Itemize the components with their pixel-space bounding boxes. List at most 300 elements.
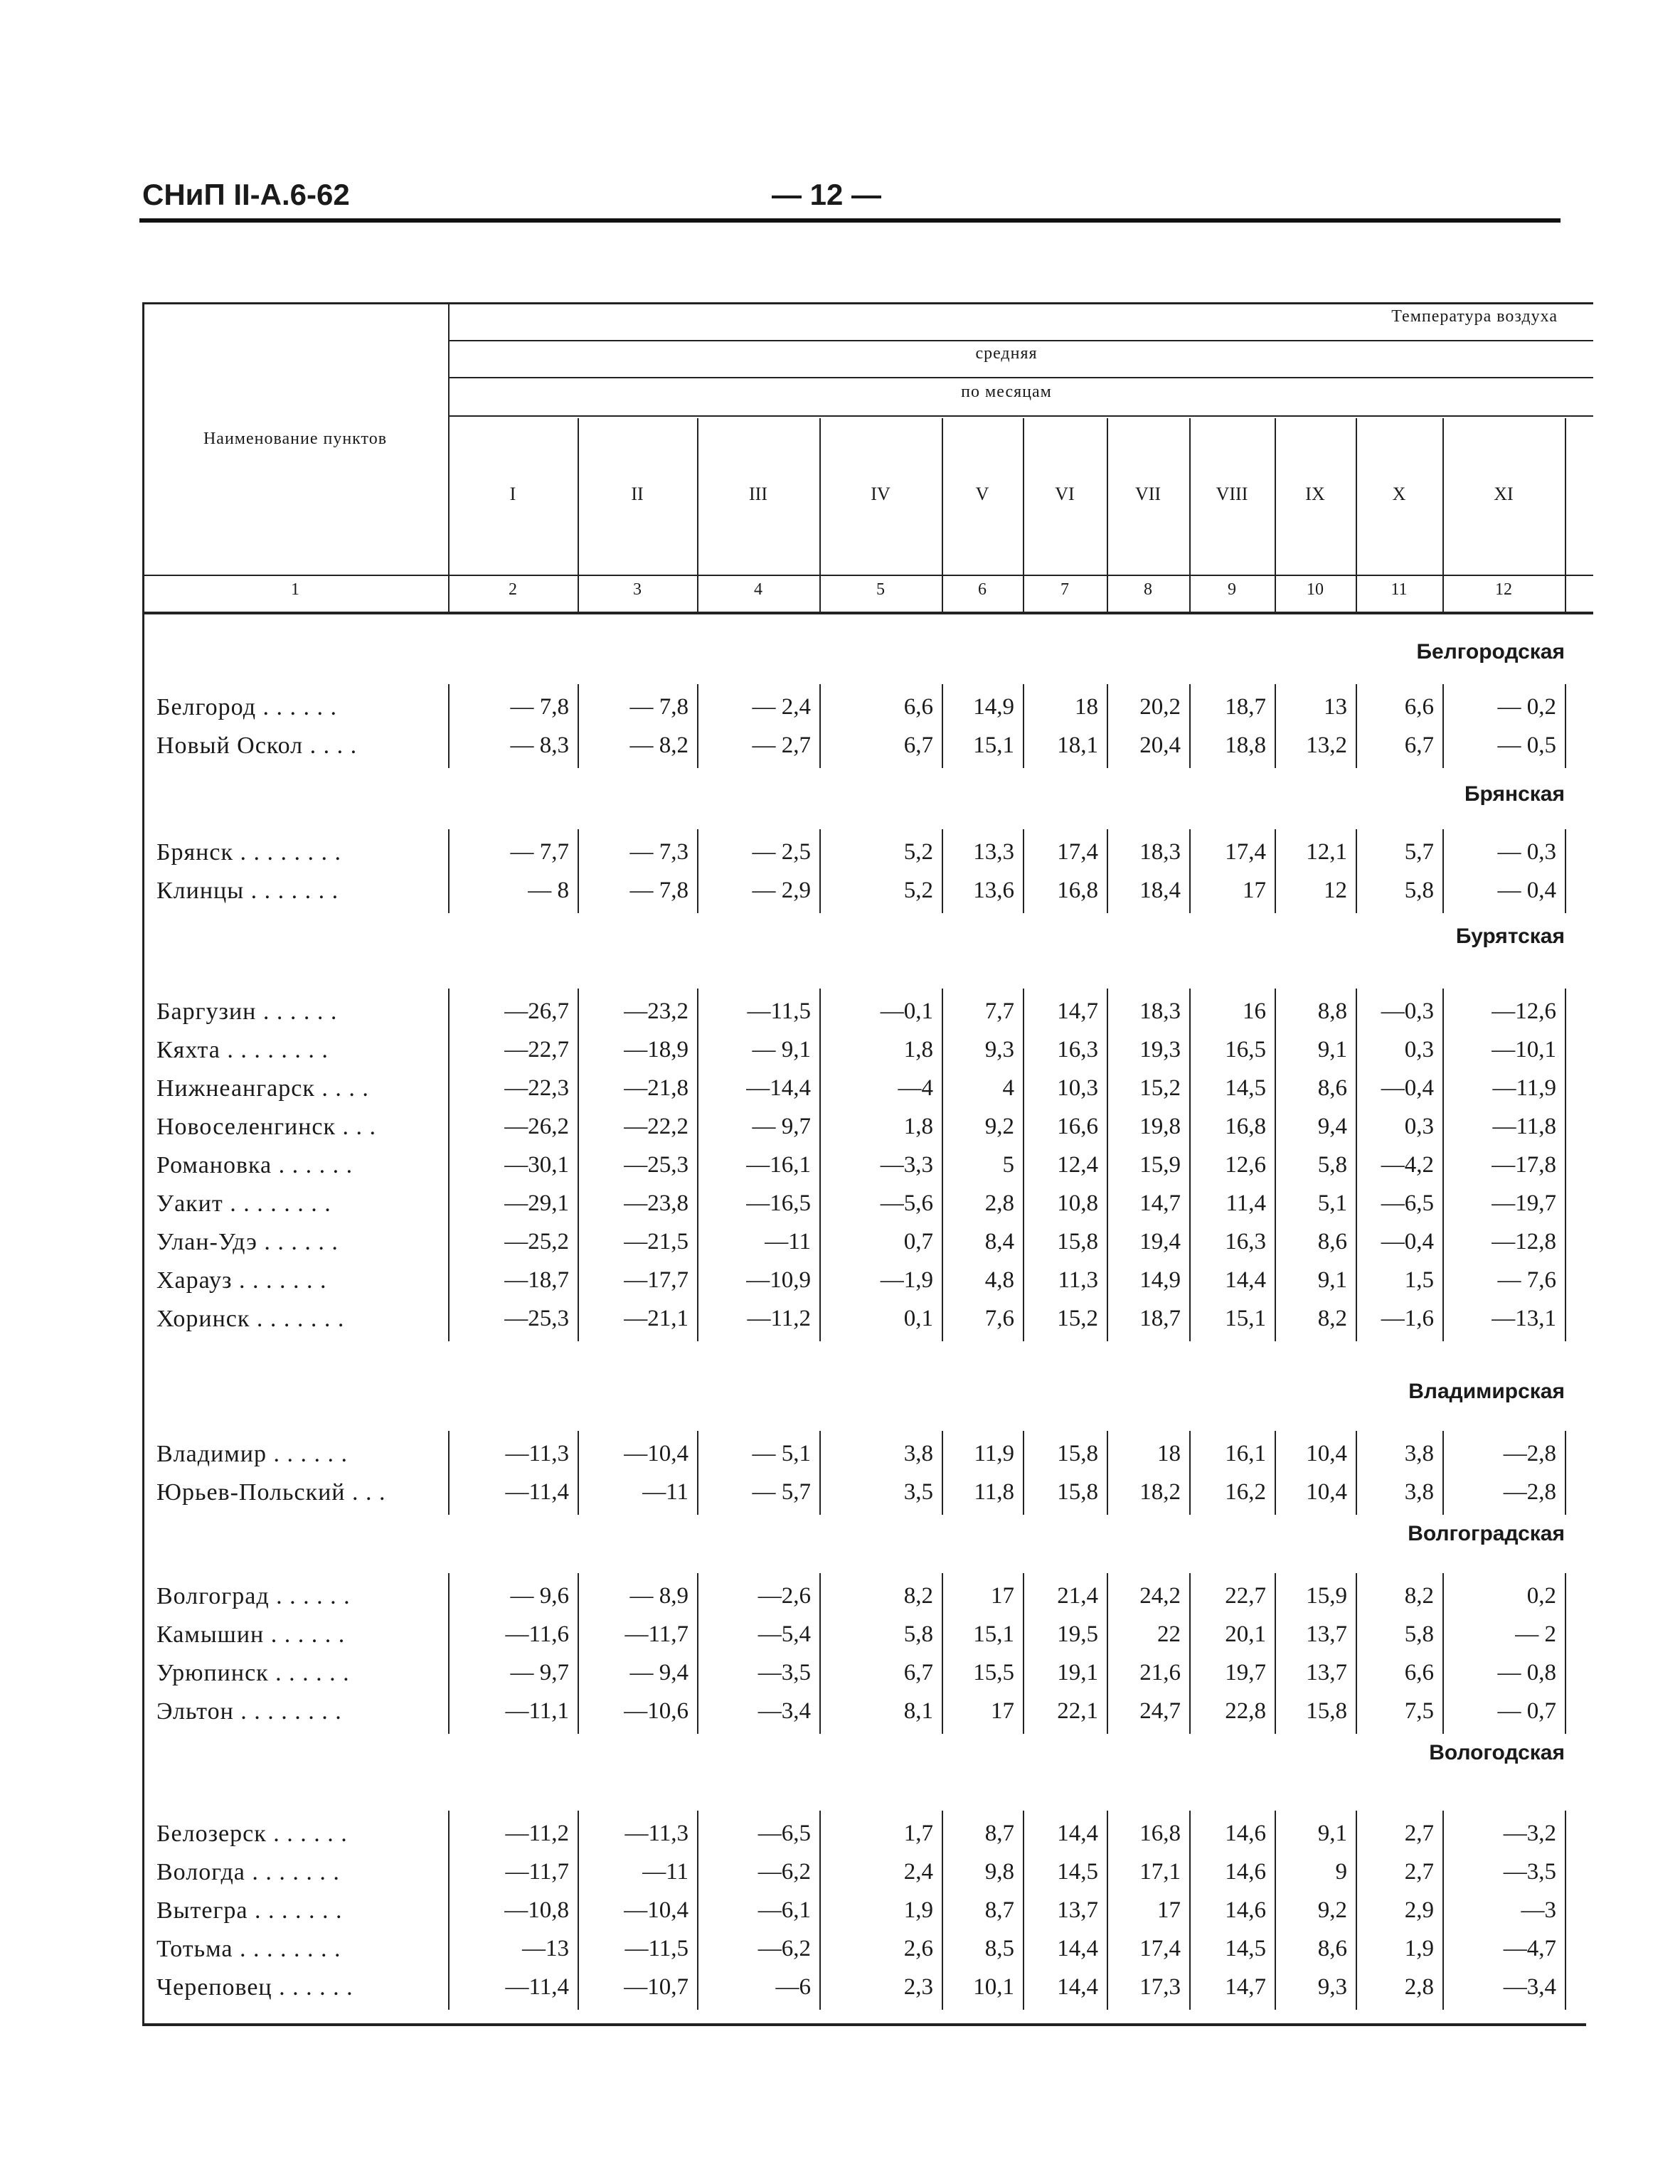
temperature-value: —13 [522,1936,569,1961]
temperature-value: 6,6 [1404,694,1434,720]
place-name: Череповец . . . . . . [156,1974,353,2001]
row-block-rule [1023,1431,1024,1515]
temperature-value: 12 [1324,878,1347,903]
temperature-value: —4,2 [1381,1152,1434,1178]
temperature-value: 1,8 [903,1037,933,1062]
place-name: Владимир . . . . . . [156,1441,348,1467]
temperature-value: —1,9 [880,1267,933,1293]
temperature-value: 16,8 [1057,878,1098,903]
temperature-value: 18 [1157,1441,1181,1466]
row-block-rule [1565,684,1566,768]
temperature-value: —23,2 [624,998,689,1024]
temperature-value: 18,1 [1057,733,1098,758]
temperature-value: 5,2 [903,878,933,903]
document-code: СНиП II-А.6-62 [142,178,350,211]
temperature-value: —21,5 [624,1229,689,1255]
temperature-value: 8,2 [1317,1306,1347,1331]
temperature-value: 14,6 [1225,1897,1266,1923]
temperature-value: 9,4 [1317,1114,1347,1139]
temperature-value: —11,3 [505,1441,569,1466]
place-name: Уакит . . . . . . . . [156,1190,331,1217]
temperature-value: —11,3 [624,1821,689,1846]
temperature-value: 15,8 [1057,1441,1098,1466]
table-top-rule [142,302,1593,304]
temperature-value: — 8,9 [629,1583,689,1609]
temperature-value: 6,7 [903,733,933,758]
row-block-rule [1565,1811,1566,2010]
header-average: средняя [975,344,1038,363]
column-number: 8 [1144,580,1152,599]
temperature-value: 14,5 [1225,1936,1266,1961]
temperature-value: 8,2 [1404,1583,1434,1609]
temperature-value: 24,7 [1139,1698,1181,1724]
temperature-value: —18,9 [624,1037,689,1062]
temperature-value: 15,8 [1057,1479,1098,1505]
temperature-value: 16,3 [1225,1229,1266,1255]
temperature-value: 18,7 [1139,1306,1181,1331]
temperature-value: —10,4 [624,1897,689,1923]
row-block-rule [697,1573,698,1734]
temperature-value: 24,2 [1139,1583,1181,1609]
row-block-rule [1189,1431,1191,1515]
row-block-rule [697,684,698,768]
temperature-value: 4,8 [984,1267,1014,1293]
temperature-value: 19,3 [1139,1037,1181,1062]
temperature-value: —1,6 [1381,1306,1434,1331]
row-block-rule [1189,829,1191,913]
temperature-value: 13,3 [973,839,1014,865]
temperature-value: — 9,4 [629,1660,689,1685]
place-name: Белгород . . . . . . [156,694,337,720]
temperature-value: 15,9 [1306,1583,1347,1609]
temperature-value: 13,2 [1306,733,1347,758]
row-block-rule [1356,1431,1357,1515]
temperature-value: 8,6 [1317,1229,1347,1255]
row-block-rule [1356,989,1357,1341]
temperature-value: 2,7 [1404,1821,1434,1846]
temperature-value: —2,8 [1503,1441,1556,1466]
temperature-value: 12,4 [1057,1152,1098,1178]
temperature-value: — 8 [528,878,569,903]
temperature-value: 6,6 [903,694,933,720]
temperature-value: 17,4 [1139,1936,1181,1961]
column-number: 12 [1495,580,1512,599]
temperature-value: 14,4 [1057,1974,1098,2000]
row-block-rule [1107,1573,1108,1734]
temperature-value: 16,3 [1057,1037,1098,1062]
row-block-rule [1275,829,1276,913]
temperature-value: —11 [642,1479,689,1505]
row-block-rule [1442,1811,1444,2010]
temperature-value: 2,8 [1404,1974,1434,2000]
temperature-value: —30,1 [504,1152,569,1178]
temperature-value: 9,1 [1317,1267,1347,1293]
temperature-value: — 9,1 [752,1037,811,1062]
temperature-value: — 2,7 [752,733,811,758]
place-name: Брянск . . . . . . . . [156,839,341,865]
row-block-rule [1565,1573,1566,1734]
temperature-value: —12,6 [1492,998,1556,1024]
temperature-value: 15,9 [1139,1152,1181,1178]
temperature-value: 16,8 [1225,1114,1266,1139]
temperature-value: —12,8 [1492,1229,1556,1255]
row-block-rule [578,684,579,768]
temperature-value: —10,9 [746,1267,811,1293]
temperature-value: — 0,2 [1497,694,1556,720]
place-name: Вытегра . . . . . . . [156,1897,343,1924]
header-temperature: Температура воздуха [1391,307,1558,326]
place-name: Клинцы . . . . . . . [156,878,339,904]
temperature-value: —11,5 [747,998,811,1024]
temperature-value: 1,9 [903,1897,933,1923]
temperature-value: —11,4 [505,1479,569,1505]
temperature-value: —21,1 [624,1306,689,1331]
temperature-value: 19,8 [1139,1114,1181,1139]
place-name: Юрьев-Польский . . . [156,1479,386,1506]
temperature-value: 14,5 [1057,1859,1098,1885]
temperature-value: — 2,9 [752,878,811,903]
column-number: 10 [1307,580,1324,599]
place-name: Эльтон . . . . . . . . [156,1698,342,1725]
temperature-value: 16,2 [1225,1479,1266,1505]
row-block-rule [942,1573,943,1734]
row-block-rule [1565,1431,1566,1515]
temperature-value: 18,3 [1139,839,1181,865]
temperature-value: 9,2 [1317,1897,1347,1923]
temperature-value: 21,4 [1057,1583,1098,1609]
temperature-value: — 0,8 [1497,1660,1556,1685]
column-number: 1 [291,580,299,599]
region-heading: Белгородская [1416,640,1565,664]
temperature-value: — 0,3 [1497,839,1556,865]
temperature-value: 8,8 [1317,998,1347,1024]
temperature-value: — 2 [1515,1621,1556,1647]
temperature-value: 0,1 [903,1306,933,1331]
row-block-rule [1189,1811,1191,2010]
temperature-value: —6,1 [757,1897,811,1923]
region-heading: Бурятская [1455,925,1565,948]
row-block-rule [1189,989,1191,1341]
temperature-value: —3,3 [880,1152,933,1178]
temperature-value: 8,7 [984,1821,1014,1846]
temperature-value: 14,6 [1225,1821,1266,1846]
temperature-value: —3,2 [1503,1821,1556,1846]
month-header: X [1392,484,1406,504]
row-block-rule [1442,1431,1444,1515]
row-block-rule [942,684,943,768]
column-number: 3 [633,580,642,599]
month-header: V [975,484,989,504]
row-block-rule [1275,989,1276,1341]
temperature-value: —3,4 [757,1698,811,1724]
place-name: Тотьма . . . . . . . . [156,1936,341,1962]
month-header: VIII [1216,484,1248,504]
row-block-rule [1107,684,1108,768]
row-block-rule [819,1811,821,2010]
row-block-rule [697,989,698,1341]
temperature-value: 5,1 [1317,1190,1347,1216]
temperature-value: 17 [991,1698,1014,1724]
row-block-rule [1442,684,1444,768]
row-block-rule [1107,829,1108,913]
row-block-rule [819,1573,821,1734]
temperature-value: 15,5 [973,1660,1014,1685]
row-block-rule [448,1431,450,1515]
place-name: Хоринск . . . . . . . [156,1306,345,1332]
row-block-rule [1023,1811,1024,2010]
temperature-value: 9,1 [1317,1037,1347,1062]
temperature-value: 14,4 [1057,1936,1098,1961]
row-block-rule [448,989,450,1341]
row-block-rule [1275,1811,1276,2010]
temperature-value: — 7,8 [629,694,689,720]
place-name: Новоселенгинск . . . [156,1114,377,1140]
temperature-value: —5,6 [880,1190,933,1216]
temperature-value: 15,8 [1306,1698,1347,1724]
temperature-value: —29,1 [504,1190,569,1216]
temperature-value: 18,4 [1139,878,1181,903]
temperature-value: 16,6 [1057,1114,1098,1139]
temperature-value: 8,2 [903,1583,933,1609]
temperature-value: —11,1 [505,1698,569,1724]
header-by-months: по месяцам [961,383,1052,401]
temperature-value: —16,5 [746,1190,811,1216]
temperature-value: 22,8 [1225,1698,1266,1724]
temperature-value: —10,4 [624,1441,689,1466]
row-block-rule [1023,684,1024,768]
temperature-value: — 0,4 [1497,878,1556,903]
temperature-value: 16,5 [1225,1037,1266,1062]
temperature-value: 7,5 [1404,1698,1434,1724]
month-col-rule [1565,418,1566,612]
temperature-value: — 0,5 [1497,733,1556,758]
row-block-rule [1189,1573,1191,1734]
temperature-value: 11,8 [974,1479,1014,1505]
temperature-value: 5,8 [1404,1621,1434,1647]
temperature-value: —14,4 [746,1075,811,1101]
temperature-value: 13,7 [1306,1621,1347,1647]
temperature-value: 9,3 [1317,1974,1347,2000]
temperature-value: — 9,7 [752,1114,811,1139]
temperature-value: 16 [1243,998,1266,1024]
row-block-rule [448,1573,450,1734]
temperature-value: 22,1 [1057,1698,1098,1724]
month-header: I [509,484,516,504]
temperature-value: 17,4 [1225,839,1266,865]
row-block-rule [1023,989,1024,1341]
month-header: VII [1134,484,1161,504]
temperature-value: 14,4 [1057,1821,1098,1846]
temperature-value: — 5,7 [752,1479,811,1505]
temperature-value: 1,5 [1404,1267,1434,1293]
temperature-value: 6,7 [903,1660,933,1685]
temperature-value: 18 [1075,694,1098,720]
temperature-value: — 9,6 [510,1583,569,1609]
temperature-value: 20,1 [1225,1621,1266,1647]
temperature-value: — 9,7 [510,1660,569,1685]
temperature-value: 18,3 [1139,998,1181,1024]
temperature-value: —23,8 [624,1190,689,1216]
row-block-rule [1275,684,1276,768]
temperature-value: 10,1 [973,1974,1014,2000]
row-block-rule [1023,829,1024,913]
temperature-value: 19,5 [1057,1621,1098,1647]
row-block-rule [1107,989,1108,1341]
temperature-value: 18,7 [1225,694,1266,720]
month-header: III [749,484,767,504]
column-number: 5 [876,580,885,599]
temperature-value: 19,4 [1139,1229,1181,1255]
temperature-value: 15,1 [1225,1306,1266,1331]
temperature-value: —6 [775,1974,811,2000]
temperature-value: 14,6 [1225,1859,1266,1885]
temperature-value: —0,1 [880,998,933,1024]
row-block-rule [697,1431,698,1515]
temperature-value: —10,8 [504,1897,569,1923]
temperature-value: —6,2 [757,1859,811,1885]
temperature-value: 9,2 [984,1114,1014,1139]
temperature-value: 9,8 [984,1859,1014,1885]
temperature-value: 9,3 [984,1037,1014,1062]
place-name: Улан-Удэ . . . . . . [156,1229,339,1255]
temperature-value: 7,6 [984,1306,1014,1331]
header-names: Наименование пунктов [203,430,388,448]
row-block-rule [1023,1573,1024,1734]
row-block-rule [819,1431,821,1515]
temperature-value: —11 [642,1859,689,1885]
place-name: Баргузин . . . . . . [156,998,338,1025]
temperature-value: —11,7 [505,1859,569,1885]
row-block-rule [1442,1573,1444,1734]
temperature-value: — 8,3 [510,733,569,758]
row-block-rule [697,1811,698,2010]
temperature-value: 0,3 [1404,1037,1434,1062]
temperature-value: 22,7 [1225,1583,1266,1609]
row-block-rule [942,1431,943,1515]
temperature-value: 5 [1002,1152,1014,1178]
temperature-value: 3,8 [903,1441,933,1466]
temperature-value: 6,6 [1404,1660,1434,1685]
temperature-value: 9,1 [1317,1821,1347,1846]
row-block-rule [819,684,821,768]
temperature-value: 19,1 [1057,1660,1098,1685]
temperature-value: — 7,8 [510,694,569,720]
temperature-value: 17 [1157,1897,1181,1923]
temperature-value: — 2,5 [752,839,811,865]
temperature-value: 12,6 [1225,1152,1266,1178]
temperature-value: 16,8 [1139,1821,1181,1846]
temperature-value: —5,4 [757,1621,811,1647]
row-block-rule [1356,684,1357,768]
row-block-rule [819,989,821,1341]
temperature-value: 15,1 [973,733,1014,758]
row-block-rule [1565,989,1566,1341]
row-block-rule [1107,1431,1108,1515]
temperature-value: 17,4 [1057,839,1098,865]
temperature-value: 2,9 [1404,1897,1434,1923]
temperature-value: —11,4 [505,1974,569,2000]
temperature-value: —11,5 [624,1936,689,1961]
header-rule-average [448,377,1593,378]
temperature-value: —13,1 [1492,1306,1556,1331]
temperature-value: —18,7 [504,1267,569,1293]
temperature-value: 1,9 [1404,1936,1434,1961]
row-block-rule [697,829,698,913]
temperature-value: 5,2 [903,839,933,865]
temperature-value: 4 [1002,1075,1014,1101]
row-block-rule [1565,829,1566,913]
temperature-value: —22,7 [504,1037,569,1062]
temperature-value: 8,6 [1317,1075,1347,1101]
table-bottom-rule [142,2023,1586,2026]
temperature-value: —4,7 [1503,1936,1556,1961]
temperature-value: 17,3 [1139,1974,1181,2000]
temperature-value: —11,9 [1492,1075,1556,1101]
temperature-value: 3,8 [1404,1441,1434,1466]
temperature-value: 14,9 [973,694,1014,720]
temperature-value: 1,7 [903,1821,933,1846]
temperature-value: —19,7 [1492,1190,1556,1216]
temperature-value: 19,7 [1225,1660,1266,1685]
temperature-value: 5,7 [1404,839,1434,865]
temperature-value: 12,1 [1306,839,1347,865]
temperature-value: 8,6 [1317,1936,1347,1961]
temperature-value: —11,2 [505,1821,569,1846]
temperature-value: 14,7 [1057,998,1098,1024]
temperature-value: 10,4 [1306,1441,1347,1466]
row-block-rule [1442,989,1444,1341]
temperature-value: 15,1 [973,1621,1014,1647]
temperature-value: —3,4 [1503,1974,1556,2000]
temperature-value: —10,6 [624,1698,689,1724]
temperature-value: 14,9 [1139,1267,1181,1293]
column-number: 9 [1228,580,1236,599]
place-name: Белозерск . . . . . . [156,1821,348,1847]
temperature-value: —26,2 [504,1114,569,1139]
temperature-value: — 0,7 [1497,1698,1556,1724]
temperature-value: 17,1 [1139,1859,1181,1885]
temperature-value: 5,8 [1404,878,1434,903]
page-number: — 12 — [772,178,882,211]
temperature-value: —11 [765,1229,811,1255]
temperature-value: —3,5 [757,1660,811,1685]
row-block-rule [819,829,821,913]
temperature-value: 16,1 [1225,1441,1266,1466]
row-block-rule [448,829,450,913]
temperature-value: —11,6 [505,1621,569,1647]
temperature-value: —0,3 [1381,998,1434,1024]
temperature-value: 18,8 [1225,733,1266,758]
temperature-value: 5,8 [1317,1152,1347,1178]
place-name: Романовка . . . . . . [156,1152,353,1178]
temperature-value: — 7,3 [629,839,689,865]
place-name: Урюпинск . . . . . . [156,1660,350,1686]
row-block-rule [1189,684,1191,768]
month-header: IV [871,484,890,504]
row-block-rule [1356,829,1357,913]
temperature-value: 7,7 [984,998,1014,1024]
place-name: Кяхта . . . . . . . . [156,1037,329,1063]
temperature-value: —10,7 [624,1974,689,2000]
temperature-value: 1,8 [903,1114,933,1139]
temperature-value: —22,2 [624,1114,689,1139]
temperature-value: 0,2 [1526,1583,1556,1609]
temperature-value: 11,9 [974,1441,1014,1466]
temperature-value: 17 [991,1583,1014,1609]
temperature-value: — 7,8 [629,878,689,903]
row-block-rule [1275,1573,1276,1734]
temperature-value: 22 [1157,1621,1181,1647]
